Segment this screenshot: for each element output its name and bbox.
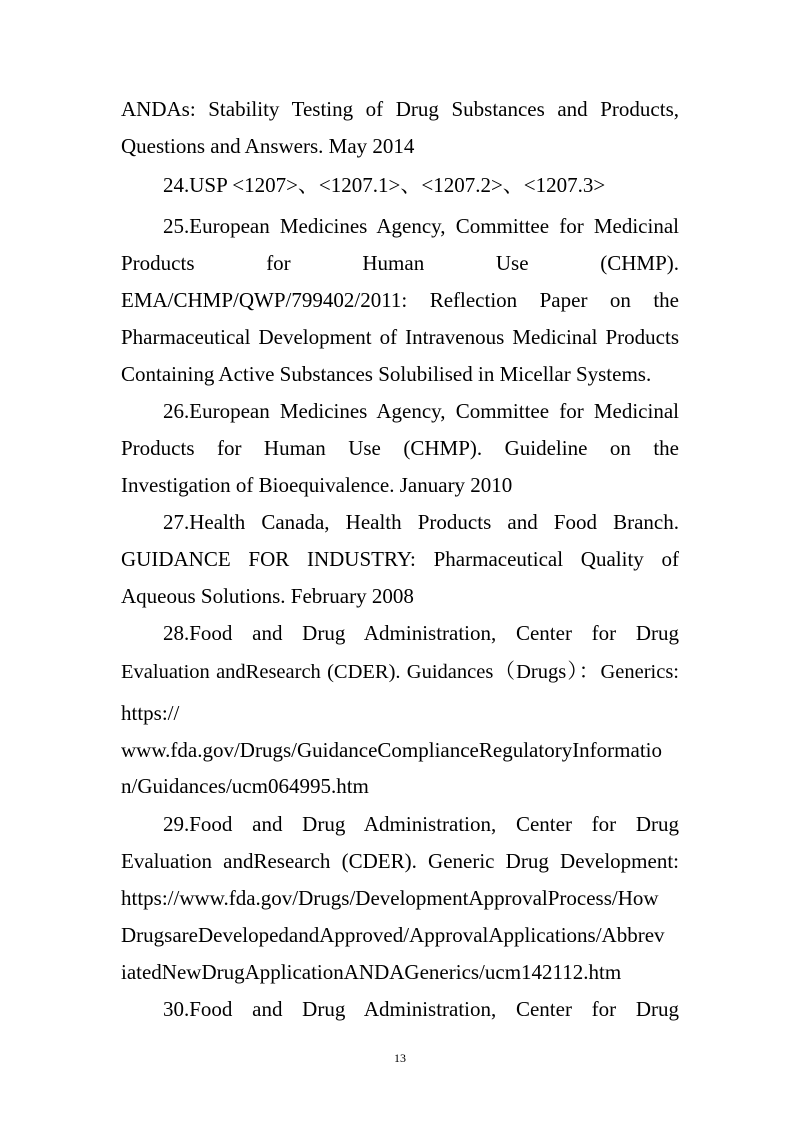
line-6: EMA/CHMP/QWP/799402/2011: Reflection Paper on the [121, 288, 679, 312]
line-9: 26.European Medicines Agency, Committee for Medicinal [163, 399, 679, 423]
line-16: Evaluation andResearch (CDER). Guidances（Drugs）：Generics: [121, 661, 679, 683]
line-17: https:// [121, 701, 180, 725]
line-10: Products for Human Use (CHMP). Guideline on the [121, 436, 679, 460]
line-20: 29.Food and Drug Administration, Center for Drug [163, 812, 679, 836]
line-1: ANDAs: Stability Testing of Drug Substances and Products, [121, 97, 679, 121]
line-24: iatedNewDrugApplicationANDAGenerics/ucm142112.htm [121, 960, 622, 984]
line-5: Products for Human Use (CHMP). [121, 251, 679, 275]
line-19: n/Guidances/ucm064995.htm [121, 774, 369, 798]
line-14: Aqueous Solutions. February 2008 [121, 584, 414, 608]
line-15: 28.Food and Drug Administration, Center for Drug [163, 621, 679, 645]
line-3: 24.USP <1207>、<1207.1>、<1207.2>、<1207.3> [163, 173, 606, 197]
line-25: 30.Food and Drug Administration, Center for Drug [163, 997, 679, 1021]
line-22: https://www.fda.gov/Drugs/DevelopmentApprovalProcess/How [121, 886, 659, 910]
line-21: Evaluation andResearch (CDER). Generic Drug Development: [121, 849, 679, 873]
line-4: 25.European Medicines Agency, Committee for Medicinal [163, 214, 679, 238]
page-number: 13 [394, 1051, 406, 1065]
line-13: GUIDANCE FOR INDUSTRY: Pharmaceutical Quality of [121, 547, 679, 571]
line-7: Pharmaceutical Development of Intravenous Medicinal Products [121, 325, 679, 349]
line-2: Questions and Answers. May 2014 [121, 134, 415, 158]
line-8: Containing Active Substances Solubilised in Micellar Systems. [121, 362, 652, 386]
line-12: 27.Health Canada, Health Products and Food Branch. [163, 510, 679, 534]
line-11: Investigation of Bioequivalence. January 2010 [121, 473, 513, 497]
line-23: DrugsareDevelopedandApproved/ApprovalApplications/Abbrev [121, 923, 665, 947]
line-18: www.fda.gov/Drugs/GuidanceComplianceRegulatoryInformatio [121, 738, 662, 762]
